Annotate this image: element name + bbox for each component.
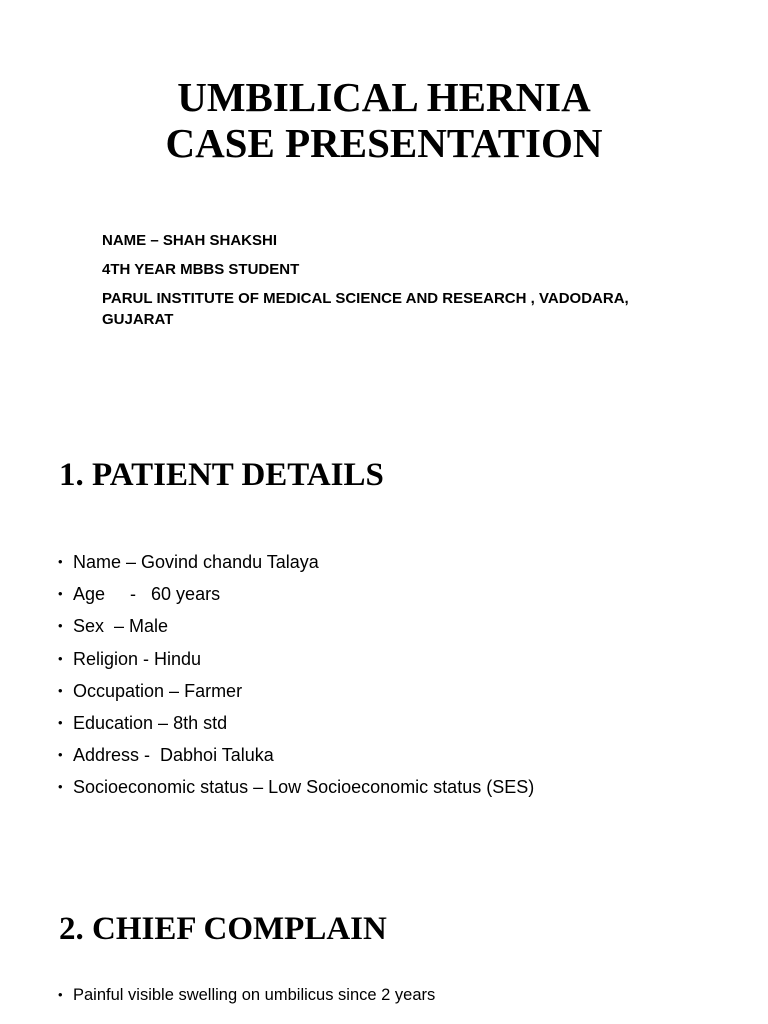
list-item-text: Education – 8th std [73, 713, 228, 734]
list-item [58, 707, 534, 739]
author-year: 4TH YEAR MBBS STUDENT [102, 261, 300, 278]
bullet-icon: • [58, 747, 63, 763]
bullet-icon: • [58, 618, 63, 634]
list-item-text: Religion - Hindu [73, 648, 202, 669]
author-name: NAME – SHAH SHAKSHI [102, 232, 278, 249]
list-item [58, 980, 435, 1010]
list-item-text: Occupation – Farmer [73, 680, 243, 701]
bullet-icon: • [58, 650, 63, 666]
title-line-2: CASE PRESENTATION [165, 120, 603, 166]
list-item [58, 739, 534, 771]
chief-complain-list [58, 980, 435, 1010]
section-heading-chief-complain: 2. CHIEF COMPLAIN [59, 911, 387, 947]
bullet-icon: • [58, 987, 63, 1002]
bullet-icon: • [58, 586, 63, 602]
bullet-icon: • [58, 554, 63, 569]
bullet-icon: • [58, 682, 63, 698]
list-item [58, 578, 534, 610]
list-item [58, 771, 534, 803]
bullet-icon: • [58, 715, 63, 731]
list-item-text: Socioeconomic status – Low Socioeconomic status (SES) [73, 777, 535, 798]
list-item-text: Sex – Male [73, 616, 169, 637]
document-title [0, 74, 768, 166]
list-item-text: Painful visible swelling on umbilicus since 2 years [73, 986, 436, 1004]
list-item [58, 675, 534, 707]
author-institute: PARUL INSTITUTE OF MEDICAL SCIENCE AND RESEARCH , VADODARA, GUJARAT [102, 290, 629, 328]
title-line-1: UMBILICAL HERNIA [177, 74, 591, 120]
list-item [58, 610, 534, 642]
list-item-text: Name – Govind chandu Talaya [73, 552, 319, 572]
section-heading-patient-details: 1. PATIENT DETAILS [59, 457, 384, 493]
list-item [58, 546, 534, 578]
list-item [58, 643, 534, 675]
author-info [102, 230, 702, 338]
patient-details-list [58, 546, 534, 804]
list-item-text: Address - Dabhoi Taluka [73, 745, 274, 766]
bullet-icon: • [58, 779, 63, 795]
list-item-text: Age - 60 years [73, 584, 221, 605]
